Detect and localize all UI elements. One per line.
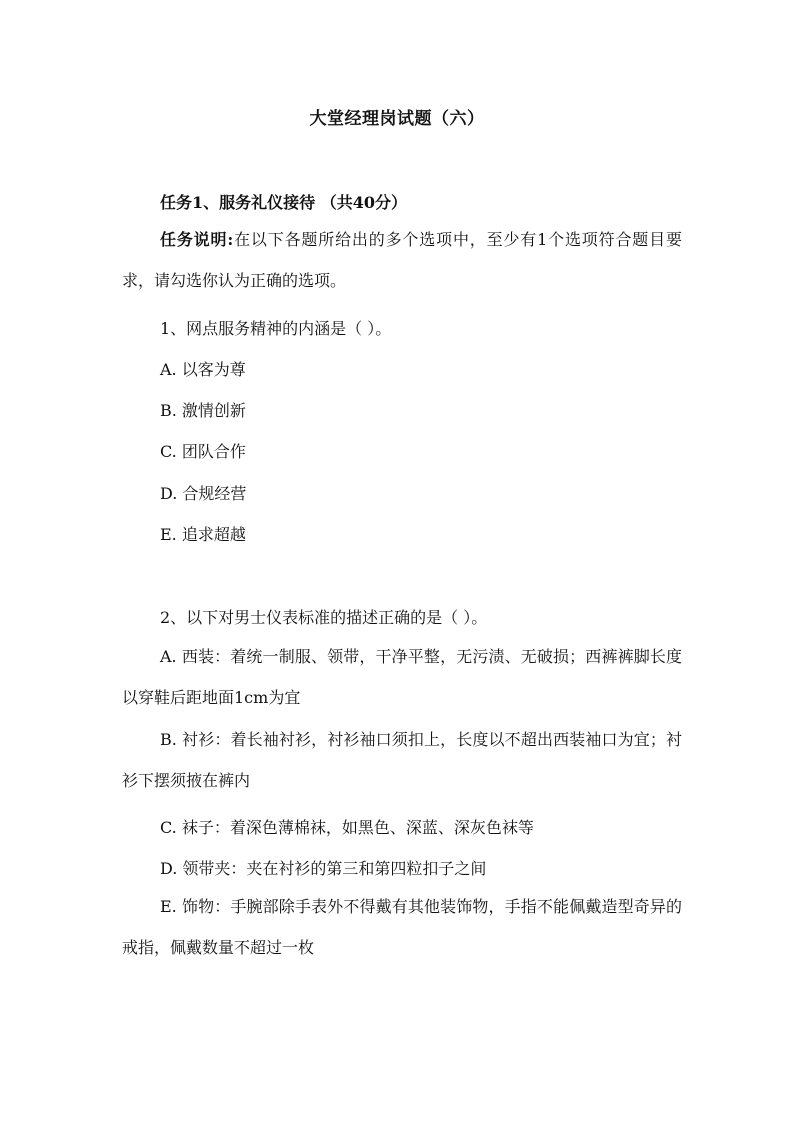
option-e: E. 饰物：手腕部除手表外不得戴有其他装饰物，手指不能佩戴造型奇异的戒指，佩戴数量不超过一枚 xyxy=(122,897,682,957)
question-stem: 1、网点服务精神的内涵是（ ）。 xyxy=(160,319,392,338)
option-d: D. 领带夹：夹在衬衫的第三和第四粒扣子之间 xyxy=(160,859,487,878)
option-c: C. 袜子：着深色薄棉袜，如黑色、深蓝、深灰色袜等 xyxy=(160,818,534,837)
task-instruction xyxy=(122,219,682,301)
task-heading: 任务1、服务礼仪接待 （共40分） xyxy=(160,193,407,212)
option-c: C. 团队合作 xyxy=(160,442,246,461)
page-title: 大堂经理岗试题（六） xyxy=(309,109,485,129)
option-d: D. 合规经营 xyxy=(160,484,247,503)
option-b: B. 衬衫：着长袖衬衫，衬衫袖口须扣上，长度以不超出西装袖口为宜；衬衫下摆须掖在裤内 xyxy=(122,730,682,790)
option-b: B. 激情创新 xyxy=(160,401,246,420)
instruction-text: 在以下各题所给出的多个选项中，至少有1个选项符合题目要求，请勾选你认为正确的选项。 xyxy=(122,230,682,290)
question-stem: 2、以下对男士仪表标准的描述正确的是（ ）。 xyxy=(160,608,488,627)
option-a: A. 西装：着统一制服、领带，干净平整，无污渍、无破损；西裤裤脚长度以穿鞋后距地面1cm为宜 xyxy=(122,647,682,707)
instruction-label: 任务说明: xyxy=(160,230,234,249)
option-a: A. 以客为尊 xyxy=(160,360,246,379)
option-e: E. 追求超越 xyxy=(160,525,246,544)
